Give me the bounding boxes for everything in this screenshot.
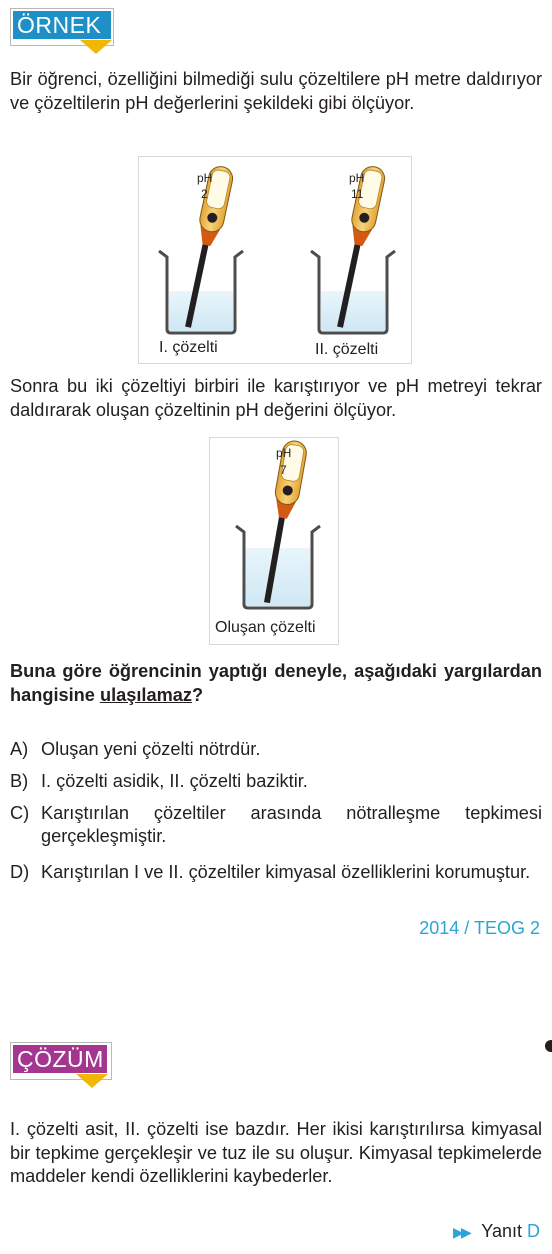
- solution-badge: [10, 1042, 114, 1088]
- caption-solution-2: II. çözelti: [315, 341, 379, 358]
- badge-triangle: [76, 1074, 108, 1088]
- meter-2-unit: pH: [349, 171, 365, 185]
- meter-1-value: 2: [201, 187, 208, 201]
- caption-mixed-solution: Oluşan çözelti: [215, 619, 316, 636]
- meter-2-value: 11: [351, 187, 364, 201]
- answer-label: Yanıt: [481, 1221, 522, 1241]
- example-badge-label: ÖRNEK: [13, 11, 111, 39]
- page-marker-dot: [545, 1040, 552, 1052]
- option-text: I. çözelti asidik, II. çözelti baziktir.: [41, 771, 308, 791]
- example-badge: [10, 8, 114, 54]
- question-end: ?: [191, 684, 204, 705]
- option-text: Oluşan yeni çözelti nötrdür.: [41, 739, 261, 759]
- option-a: [10, 738, 542, 761]
- figure-ph-measurements: [138, 156, 412, 364]
- question-lead: Buna göre öğrencinin yaptığı deneyle, aşağıdaki yargılardan hangisine: [10, 661, 542, 705]
- option-c: [10, 802, 542, 848]
- badge-triangle: [80, 40, 112, 54]
- solution-badge-label: ÇÖZÜM: [13, 1045, 107, 1073]
- option-key: D): [10, 862, 30, 882]
- option-b: [10, 770, 542, 793]
- figure-mixed-drawing: [210, 438, 338, 644]
- middle-text: Sonra bu iki çözeltiyi birbiri ile karıştırıyor ve pH metreyi tekrar daldırarak oluşan çözeltinin pH değerini ölçüyor.: [10, 376, 542, 420]
- question-source: 2014 / TEOG 2: [419, 918, 540, 938]
- question-text: [10, 660, 542, 707]
- meter-1-unit: pH: [197, 171, 213, 185]
- question-keyword: ulaşılamaz: [99, 684, 192, 705]
- option-text: Karıştırılan I ve II. çözeltiler kimyasal özelliklerini korumuştur.: [41, 862, 531, 882]
- answer: [453, 1221, 540, 1242]
- caption-solution-1: I. çözelti: [159, 339, 218, 356]
- figure-ph-drawing: [139, 157, 411, 363]
- option-key: A): [10, 739, 29, 759]
- intro-text: Bir öğrenci, özelliğini bilmediği sulu çözeltilere pH metre daldırıyor ve çözeltilerin pH değerlerini şekildeki gibi ölçüyor.: [10, 69, 542, 113]
- meter-mixed-unit: pH: [276, 446, 292, 460]
- play-arrow-icon: ▶▶: [453, 1224, 469, 1240]
- answer-value: D: [527, 1221, 540, 1241]
- option-text: Karıştırılan çözeltiler arasında nötralleşme tepkimesi gerçekleşmiştir.: [41, 803, 542, 846]
- option-key: B): [10, 771, 29, 791]
- option-d: [10, 861, 542, 884]
- option-key: C): [10, 803, 30, 823]
- solution-text: I. çözelti asit, II. çözelti ise bazdır. Her ikisi karıştırılırsa kimyasal bir tepkime gerçekleşir ve tuz ile su oluşur. Kimyasal tepkimelerde maddeler kendi özelliklerini kaybederler.: [10, 1119, 542, 1186]
- figure-mixed-solution: [209, 437, 339, 645]
- meter-mixed-value: 7: [280, 463, 287, 477]
